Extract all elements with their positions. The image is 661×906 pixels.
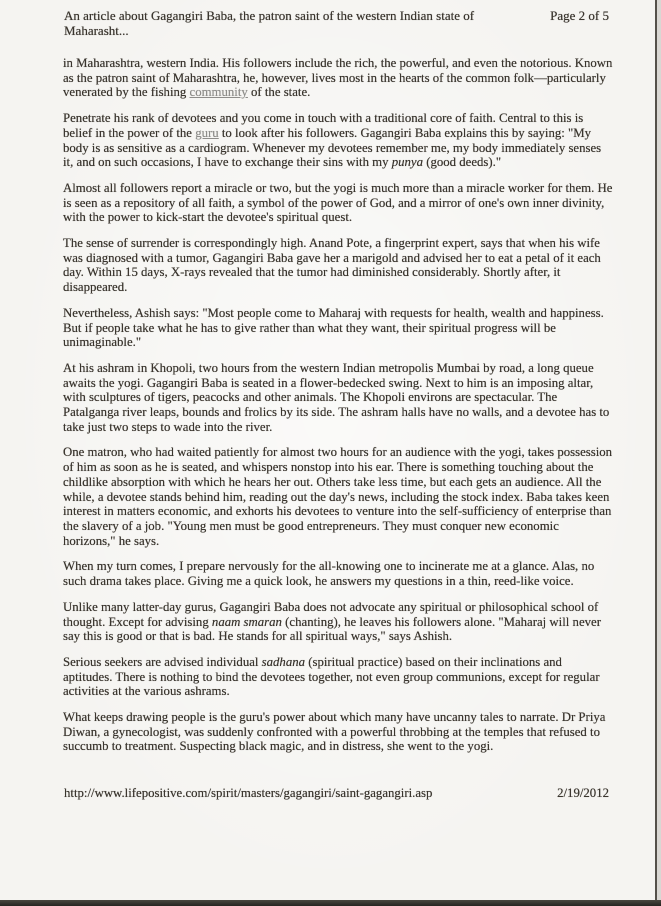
text-run: to look after his followers. Gagangiri Baba explains this by saying: "My body is as sensitive as a cardiogram. Whenever my devotees remember me, my body immediately senses it, and on such occasions, I have to exchange their sins with my [63,125,602,170]
text-run: Almost all followers report a miracle or two, but the yogi is much more than a miracle worker for them. He is seen as a repository of all faith, a symbol of the power of God, and a mirror of one's own inner divinity, with the power to kick-start the devotee's spiritual quest. [63,180,613,225]
text-run: What keeps drawing people is the guru's power about which many have uncanny tales to narrate. Dr Priya Diwan, a gynecologist, was suddenly confronted with a powerful throbbing at the temples that refused to succumb to treatment. Suspecting black magic, and in distress, she went to the yogi. [63,710,606,754]
footer-date: 2/19/2012 [557,786,609,800]
text-run: Penetrate his rank of devotees and you come in touch with a traditional core of faith. Central to this is belief in the power of the [63,111,584,140]
document-footer [64,786,609,801]
text-run: The sense of surrender is correspondingly high. Anand Pote, a fingerprint expert, says that when his wife was diagnosed with a tumor, Gagangiri Baba gave her a marigold and advised her to eat a petal of it each day. Within 15 days, X-rays revealed that the tumor had diminished considerably. Shortly after, it disappeared. [63,236,601,295]
text-run: When my turn comes, I prepare nervously for the all-knowing one to incinerate me at a glance. Alas, no such drama takes place. Giving me a quick look, he answers my questions in a thin, reed-like voice. [63,559,595,589]
text-run: of the state. [247,85,311,100]
paragraph [63,236,614,295]
paragraph [63,181,614,225]
paragraph [63,600,614,644]
text-run: (good deeds)." [423,155,502,170]
scan-edge-bottom [0,900,661,906]
text-run: One matron, who had waited patiently for almost two hours for an audience with the yogi, takes possession of him as soon as he is seated, and whispers nonstop into his ear. There is something touching about the childlike absorption with which he hears her out. Others take less time, but each gets an audience. All the while, a devotee stands behind him, reading out the day's news, including the stock index. Baba takes keen interest in matters economic, and exhorts his devotees to venture into the self-sufficiency of enterprise than the slavery of a job. "Young men must be good entrepreneurs. They must conquer new economic horizons," he says. [63,445,613,548]
inline-link: community [189,85,248,100]
page-number: Page 2 of 5 [550,8,609,23]
inline-link: guru [195,125,219,140]
header-title: An article about Gagangiri Baba, the patron saint of the western Indian state of Maharasht... [64,8,475,38]
paragraph [63,655,614,699]
italic-term: sadhana [261,654,306,669]
text-run: (chanting), he leaves his followers alone. "Maharaj will never say this is good or that is bad. He stands for all spiritual ways," says Ashish. [63,614,601,644]
document-header [64,8,609,38]
paragraph [63,361,614,435]
italic-term: naam smaran [211,614,282,629]
paragraph [63,710,614,754]
scan-edge-right [655,0,657,901]
text-run: (spiritual practice) based on their inclinations and aptitudes. There is nothing to bind the devotees together, not even group communions, except for regular activities at the various ashrams. [63,654,600,699]
article-body [63,56,614,765]
paragraph [63,306,614,350]
text-run: Nevertheless, Ashish says: "Most people come to Maharaj with requests for health, wealth and happiness. But if people take what he has to give rather than what they want, their spiritual progress will be unimaginable." [63,305,604,350]
paragraph [63,111,614,170]
footer-url: http://www.lifepositive.com/spirit/masters/gagangiri/saint-gagangiri.asp [64,786,433,800]
text-run: in Maharashtra, western India. His followers include the rich, the powerful, and even the notorious. Known as the patron saint of Maharashtra, he, however, lives most in the hearts of the common folk—particularly venerated by the fishing [63,56,613,100]
paragraph [63,559,614,588]
text-run: At his ashram in Khopoli, two hours from the western Indian metropolis Mumbai by road, a long queue awaits the yogi. Gagangiri Baba is seated in a flower-bedecked swing. Next to him is an imposing altar, with sculptures of tigers, peacocks and other animals. The Khopoli environs are spectacular. The Patalganga river leaps, bounds and frolics by its side. The ashram halls have no walls, and a devotee has to take just two steps to wade into the river. [63,360,610,434]
paragraph [63,445,614,548]
text-run: Serious seekers are advised individual [63,654,262,669]
paragraph [63,56,614,100]
scan-margin-right [657,0,661,901]
text-run: Unlike many latter-day gurus, Gagangiri Baba does not advocate any spiritual or philosophical school of thought. Except for advising [63,599,599,629]
italic-term: punya [391,155,424,170]
